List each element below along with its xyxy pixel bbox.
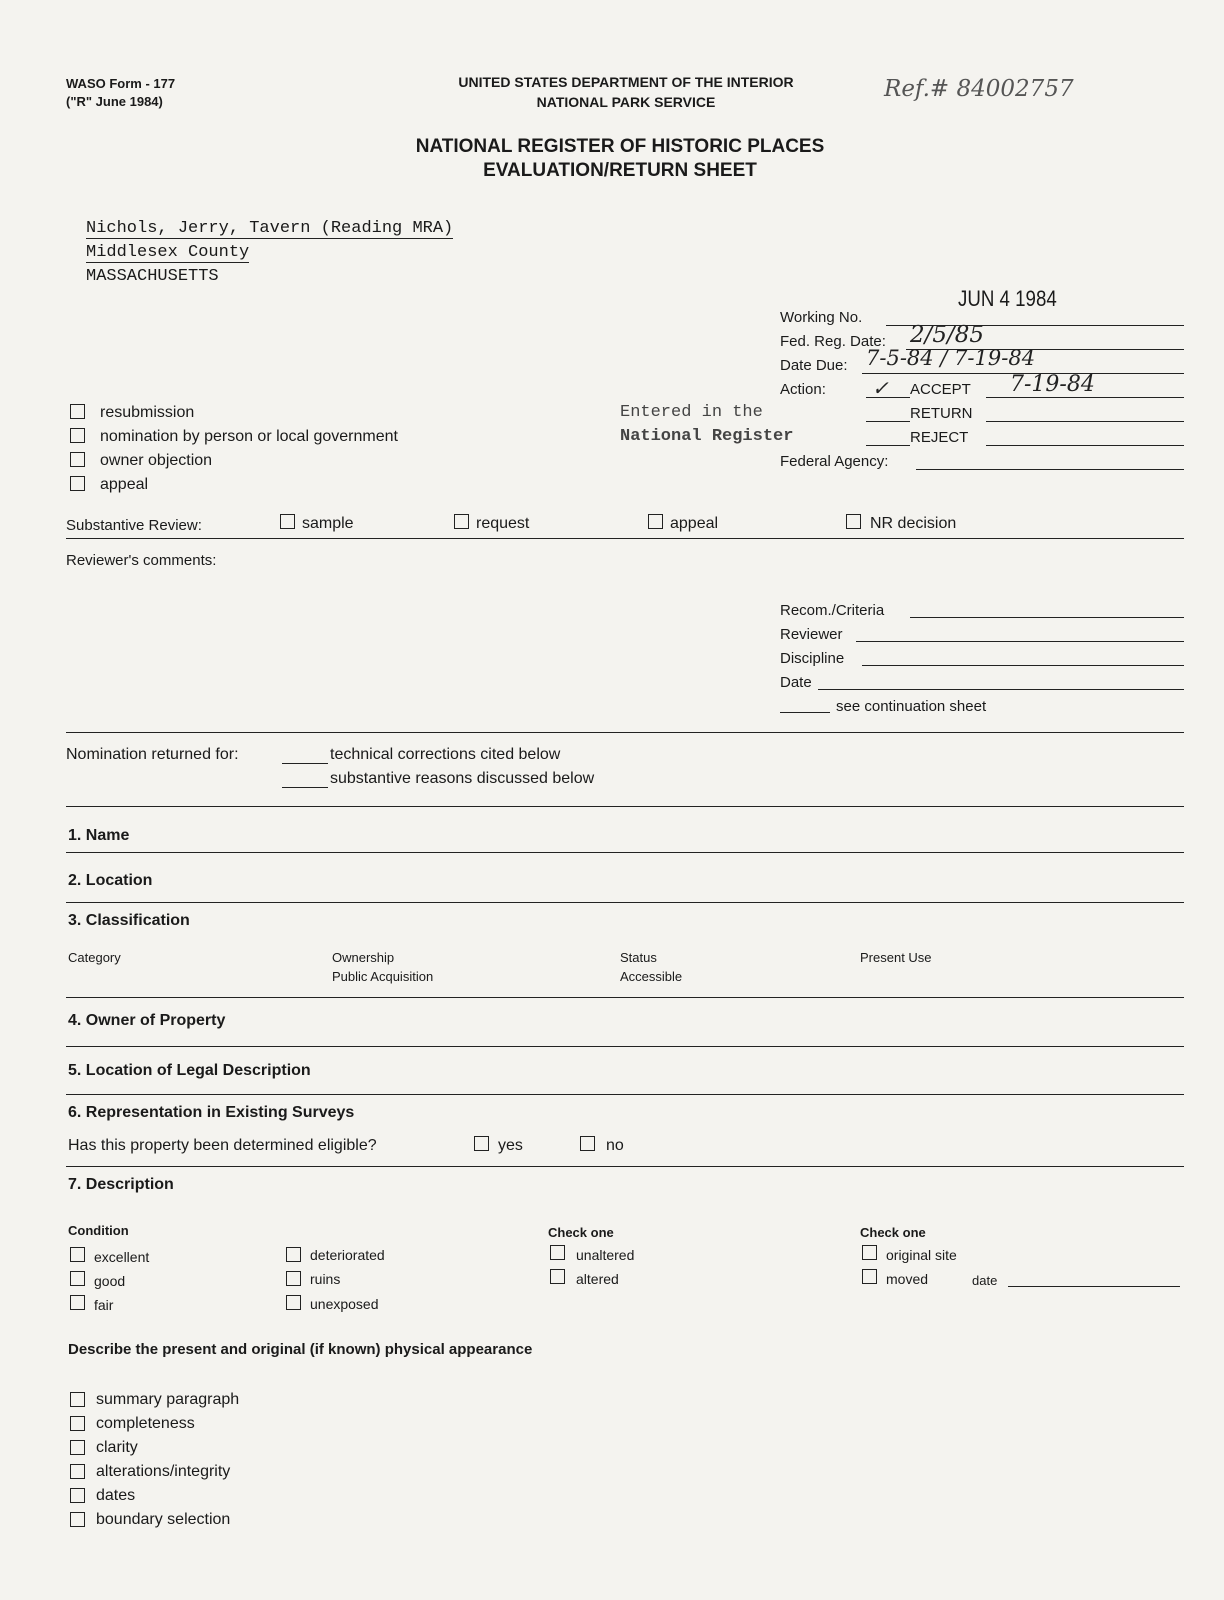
appeal-label: appeal [100,476,149,493]
completeness-label: completeness [96,1415,195,1432]
date-due-value: 7-5-84 / 7-19-84 [866,346,1036,370]
condition-label: Condition [68,1223,129,1238]
request-checkbox[interactable] [454,514,469,529]
unexposed-label: unexposed [310,1296,379,1312]
clarity-label: clarity [96,1439,138,1456]
owner-objection-checkbox[interactable] [70,452,85,467]
property-county: Middlesex County [86,243,250,262]
resubmission-label: resubmission [100,404,195,421]
accept-label: ACCEPT [910,381,971,398]
moved-date-line [1008,1286,1180,1287]
check-one-site: Check one [860,1225,926,1240]
accept-check-mark: ✓ [872,376,889,400]
page-subtitle: EVALUATION/RETURN SHEET [483,160,757,181]
public-acquisition-label: Public Acquisition [332,969,434,984]
reviewer-line [856,641,1184,642]
form-revision: ("R" June 1984) [66,94,163,109]
return-label: RETURN [910,405,973,422]
request-label: request [476,515,530,532]
discipline-line [862,665,1184,666]
page-title: NATIONAL REGISTER OF HISTORIC PLACES [415,136,825,157]
reject-line [866,445,910,446]
status-label: Status [620,950,657,965]
excellent-label: excellent [94,1249,150,1265]
alterations-integrity-label: alterations/integrity [96,1463,231,1480]
summary-paragraph-checkbox[interactable] [70,1392,85,1407]
good-label: good [94,1273,126,1289]
reject-label: REJECT [910,429,969,446]
unaltered-checkbox[interactable] [550,1245,565,1260]
fed-reg-label: Fed. Reg. Date: [780,333,886,350]
section-description: 7. Description [68,1176,174,1193]
moved-checkbox[interactable] [862,1269,877,1284]
substantive-reasons-label: substantive reasons discussed below [330,770,595,787]
entered-stamp-line1: Entered in the [620,403,763,422]
category-label: Category [68,950,121,965]
boundary-selection-checkbox[interactable] [70,1512,85,1527]
unaltered-label: unaltered [576,1247,635,1263]
moved-date-label: date [972,1273,998,1288]
service-name: NATIONAL PARK SERVICE [536,94,716,110]
deteriorated-checkbox[interactable] [286,1247,301,1262]
return-line [866,421,910,422]
accept-date-line [986,397,1184,398]
clarity-checkbox[interactable] [70,1440,85,1455]
form-id: WASO Form - 177 [66,76,176,91]
continuation-line [780,712,830,713]
divider [66,1046,1184,1047]
section-name: 1. Name [68,827,130,844]
reviewer-label: Reviewer [780,626,843,643]
working-no-label: Working No. [780,309,863,326]
original-site-checkbox[interactable] [862,1245,877,1260]
section-surveys: 6. Representation in Existing Surveys [68,1104,355,1121]
fair-checkbox[interactable] [70,1295,85,1310]
section-owner: 4. Owner of Property [68,1012,226,1029]
reviewer-date-label: Date [780,674,812,691]
deteriorated-label: deteriorated [310,1247,385,1263]
divider [66,902,1184,903]
entered-stamp-line2: National Register [620,427,794,446]
reviewer-date-line [818,689,1184,690]
action-label: Action: [780,381,826,398]
reject-date-line [986,445,1184,446]
good-checkbox[interactable] [70,1271,85,1286]
divider [66,1166,1184,1167]
original-site-label: original site [886,1247,957,1263]
eligible-yes-checkbox[interactable] [474,1136,489,1151]
nomination-label: nomination by person or local government [100,428,398,445]
department-name: UNITED STATES DEPARTMENT OF THE INTERIOR [458,74,794,90]
reviewer-comments-label: Reviewer's comments: [66,552,217,569]
summary-paragraph-label: summary paragraph [96,1391,240,1408]
excellent-checkbox[interactable] [70,1247,85,1262]
ruins-label: ruins [310,1271,341,1287]
accessible-label: Accessible [620,969,683,984]
reference-number: Ref.# 84002757 [884,76,1074,102]
nr-decision-label: NR decision [870,515,957,532]
federal-agency-line [916,469,1184,470]
section-legal-description: 5. Location of Legal Description [68,1062,311,1079]
property-name: Nichols, Jerry, Tavern (Reading MRA) [86,219,454,238]
received-stamp: JUN 4 1984 [958,286,1057,311]
altered-checkbox[interactable] [550,1269,565,1284]
divider [66,1094,1184,1095]
divider [66,997,1184,998]
altered-label: altered [576,1271,619,1287]
appeal-checkbox[interactable] [70,476,85,491]
nr-decision-checkbox[interactable] [846,514,861,529]
eligible-yes-label: yes [498,1137,523,1154]
sample-label: sample [302,515,354,532]
alterations-integrity-checkbox[interactable] [70,1464,85,1479]
sample-checkbox[interactable] [280,514,295,529]
discipline-label: Discipline [780,650,845,667]
appearance-heading: Describe the present and original (if known) physical appearance [68,1341,533,1358]
moved-label: moved [886,1271,929,1287]
divider [66,806,1184,807]
dates-label: dates [96,1487,136,1504]
completeness-checkbox[interactable] [70,1416,85,1431]
recom-criteria-line [910,617,1184,618]
substantive-line [282,787,328,788]
return-date-line [986,421,1184,422]
ruins-checkbox[interactable] [286,1271,301,1286]
section-classification: 3. Classification [68,912,190,929]
returned-for-label: Nomination returned for: [66,746,239,763]
federal-agency-label: Federal Agency: [780,453,889,470]
continuation-label: see continuation sheet [836,698,987,715]
eligible-no-label: no [606,1137,624,1154]
divider [66,852,1184,853]
present-use-label: Present Use [860,950,932,965]
ownership-label: Ownership [332,950,395,965]
technical-corrections-label: technical corrections cited below [330,746,561,763]
technical-line [282,763,328,764]
divider [66,538,1184,539]
review-appeal-label: appeal [670,515,719,532]
accept-date: 7-19-84 [1010,372,1095,397]
eligibility-question: Has this property been determined eligible? [68,1137,377,1154]
property-state: MASSACHUSETTS [86,267,219,286]
date-due-label: Date Due: [780,357,848,374]
fair-label: fair [94,1297,114,1313]
review-appeal-checkbox[interactable] [648,514,663,529]
recom-criteria-label: Recom./Criteria [780,602,885,619]
dates-checkbox[interactable] [70,1488,85,1503]
divider [66,732,1184,733]
section-location: 2. Location [68,872,153,889]
resubmission-checkbox[interactable] [70,404,85,419]
fed-reg-value: 2/5/85 [910,322,985,348]
substantive-review-label: Substantive Review: [66,517,202,534]
check-one-alteration: Check one [548,1225,614,1240]
nomination-checkbox[interactable] [70,428,85,443]
owner-objection-label: owner objection [100,452,213,469]
boundary-selection-label: boundary selection [96,1511,231,1528]
eligible-no-checkbox[interactable] [580,1136,595,1151]
unexposed-checkbox[interactable] [286,1295,301,1310]
